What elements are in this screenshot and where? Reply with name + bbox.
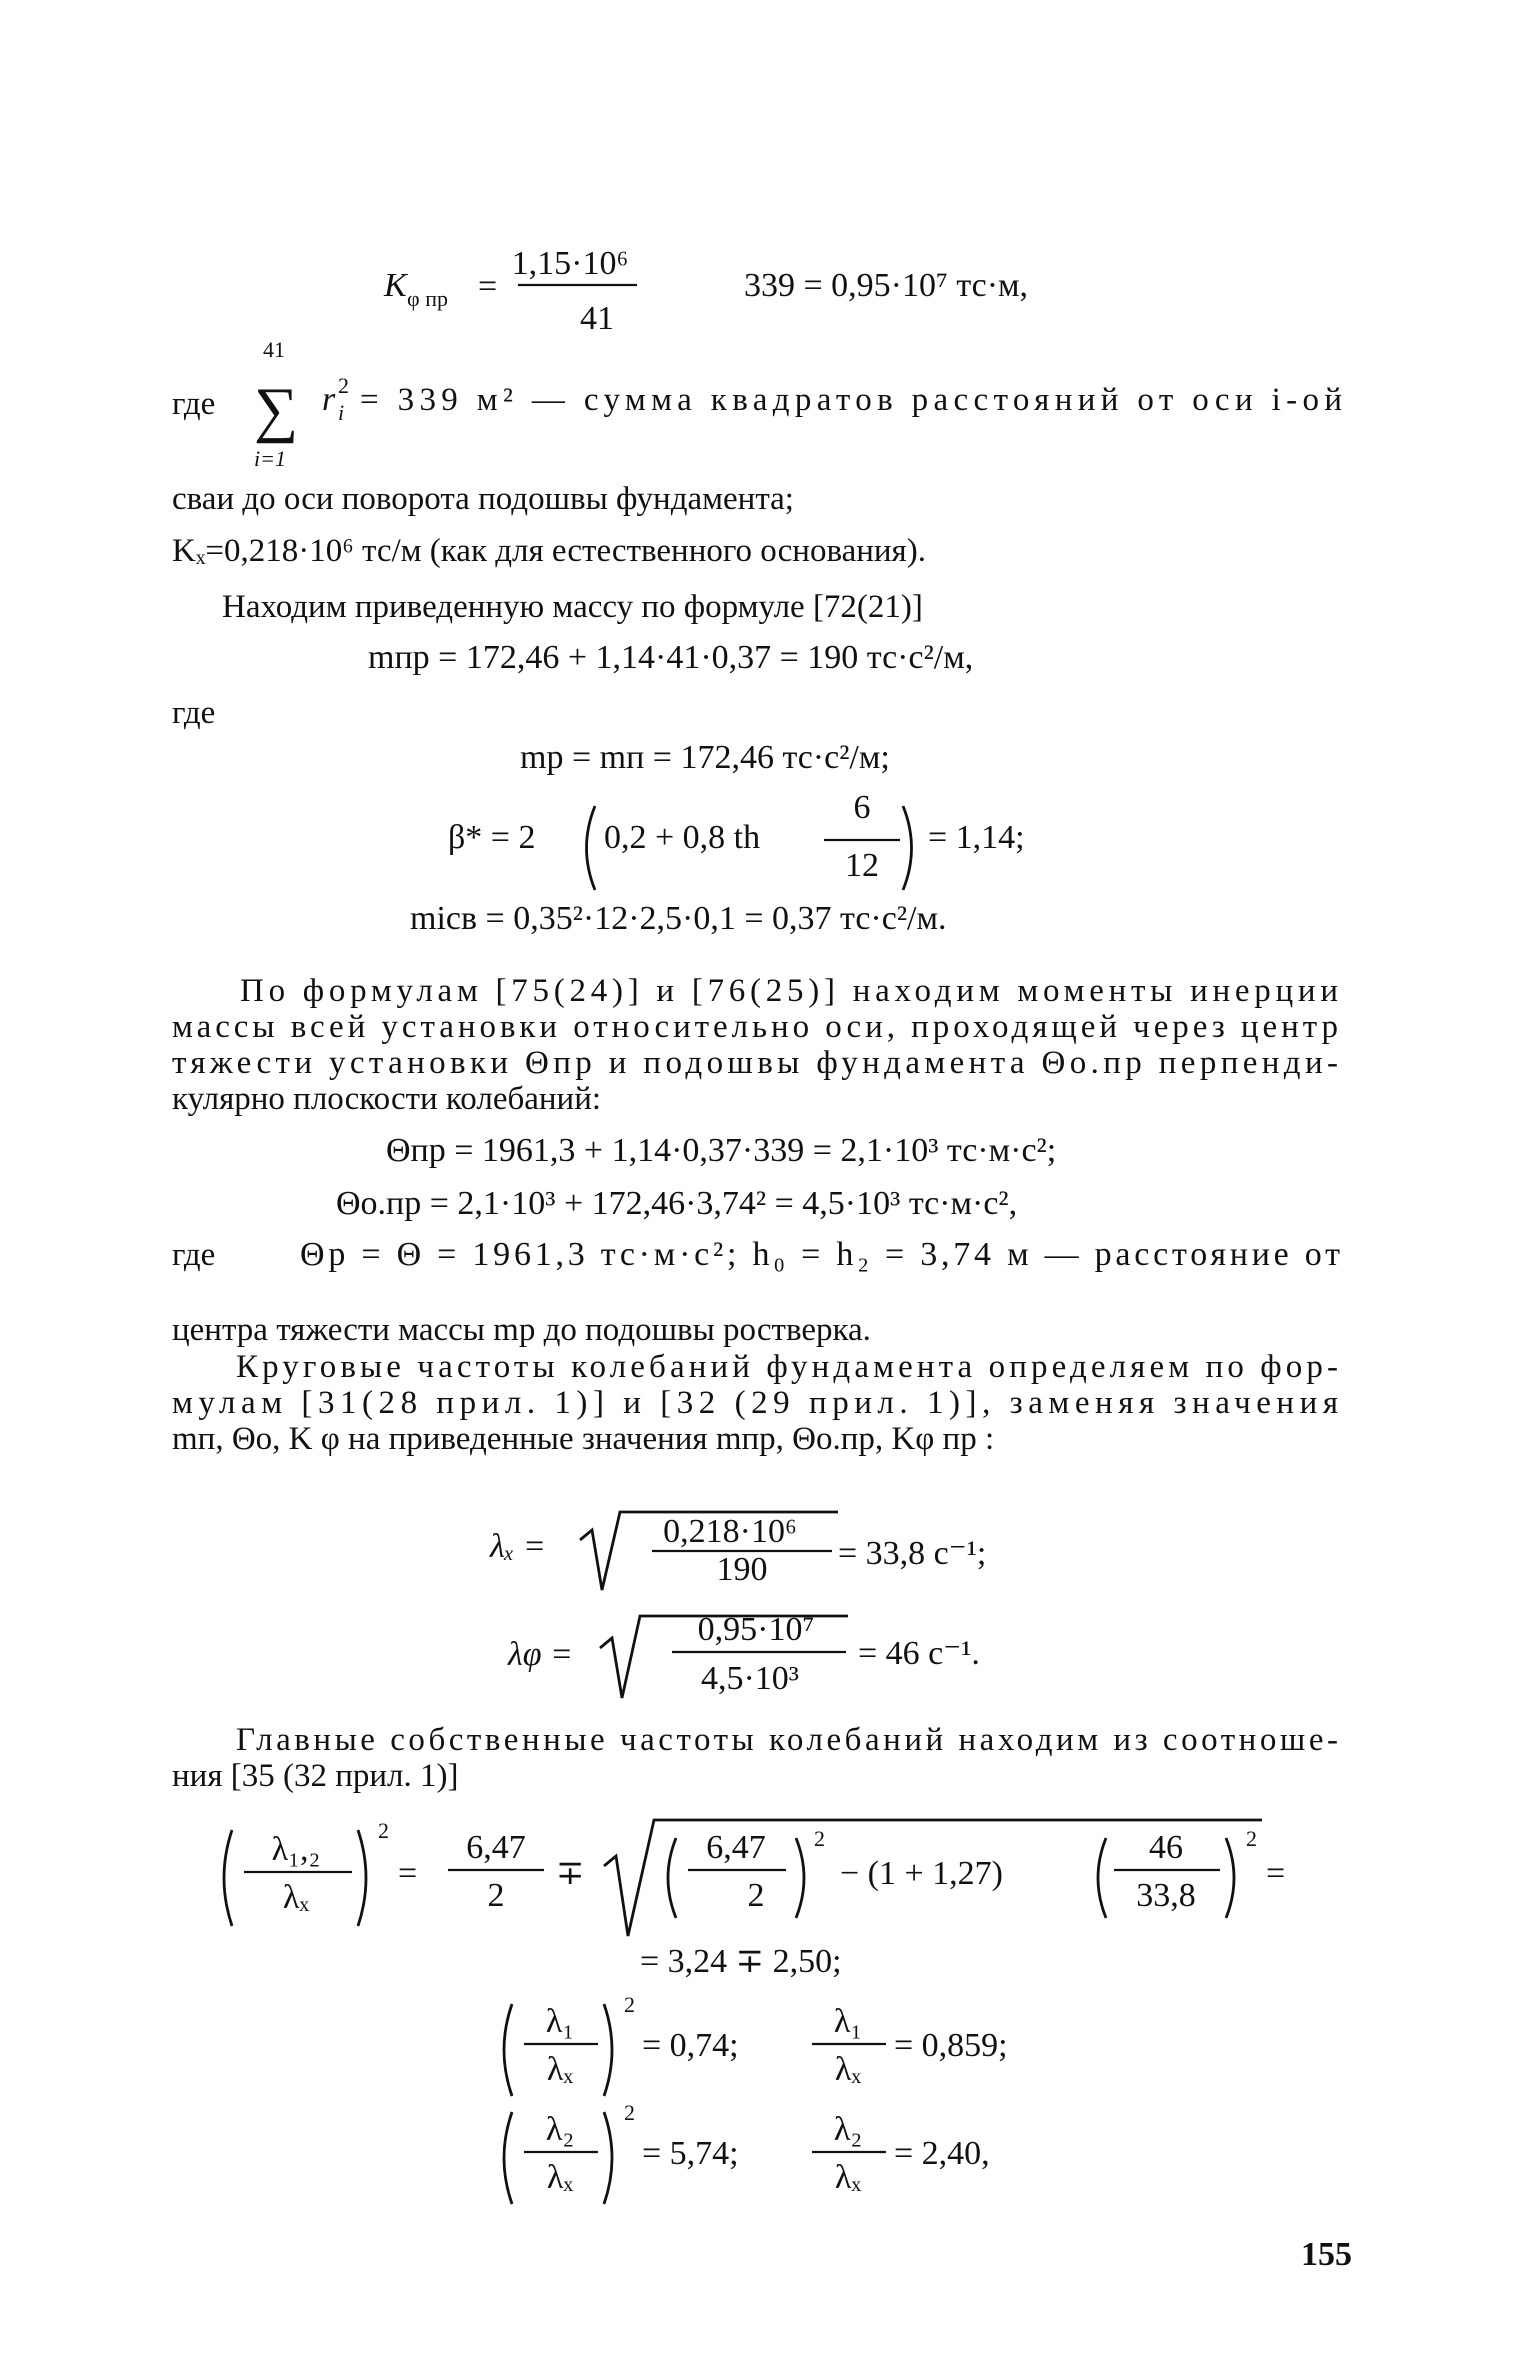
para4-line1: центра тяжести массы mр до подошвы ростверка. (172, 1312, 871, 1348)
eq13-a-num: λ₂ (545, 2111, 575, 2148)
para1-line1: сваи до оси поворота подошвы фундамента; (172, 481, 794, 517)
eq12-b-den: λₓ (834, 2051, 862, 2088)
para1-line2: Kₓ=0,218·10⁶ тс/м (как для естественного основания). (172, 533, 926, 569)
eq13-left-paren (504, 2112, 512, 2204)
eq12-a-val: = 0,74; (642, 2027, 739, 2064)
eq12-b-val: = 0,859; (894, 2027, 1008, 2064)
equation-k-phi-pr (383, 245, 1028, 337)
eq9-rest: = 46 с⁻¹. (858, 1635, 980, 1672)
para3-line4: кулярно плоскости колебаний: (172, 1081, 602, 1117)
equation-lambda-phi (507, 1611, 980, 1698)
eq12-left-paren (504, 2004, 512, 2096)
eq10-r2-num: 46 (1149, 1829, 1183, 1866)
where3-text: Θр = Θ = 1961,3 тс·м·с²; h₀ = h₂ = 3,74 м — расстояние от (300, 1236, 1340, 1273)
eq9-denominator: 4,5·10³ (700, 1660, 800, 1697)
para5-line2: ния [35 (32 прил. 1)] (172, 1758, 459, 1794)
eq1-denominator: 41 (580, 300, 614, 337)
eq10-l-den: λₓ (282, 1879, 310, 1916)
eq13-a-val: = 5,74; (642, 2135, 739, 2172)
where-sum-line (172, 337, 1342, 471)
eq10-r2-den: 33,8 (1136, 1877, 1196, 1914)
eq4-lhs: β* = 2 (448, 819, 536, 856)
para3-line2: массы всей установки относительно оси, проходящей через центр (172, 1009, 1339, 1045)
sum-expression-sub: i (338, 400, 345, 425)
eq10-sq-3: 2 (1246, 1826, 1257, 1851)
eq10-right-paren-2 (796, 1838, 804, 1918)
eq1-rest: 339 = 0,95·10⁷ тс·м, (744, 267, 1029, 304)
eq4-numerator: 6 (853, 789, 871, 826)
eq10-left-paren-2 (668, 1838, 676, 1918)
eq4-left-paren (587, 806, 596, 890)
eq10-mid: − (1 + 1,27) (840, 1855, 1003, 1892)
sum-expression-sup: 2 (338, 373, 349, 398)
eq9-numerator: 0,95·10⁷ (697, 1611, 815, 1648)
equation-theta-o-pr: Θо.пр = 2,1·10³ + 172,46·3,74² = 4,5·10³ тс·м·с², (336, 1185, 1018, 1222)
eq1-equals: = (478, 268, 498, 305)
page-number: 155 (1301, 2236, 1352, 2273)
para4-line3: мулам [31(28 прил. 1)] и [32 (29 прил. 1)], заменяя значения (172, 1385, 1338, 1421)
where1-word: где (172, 386, 216, 422)
para3-line1: По формулам [75(24)] и [76(25)] находим моменты инерции (240, 973, 1339, 1009)
sum-upper-limit: 41 (263, 337, 285, 362)
equation-result-1: = 3,24 ∓ 2,50; (640, 1943, 842, 1980)
eq13-right-paren (604, 2112, 612, 2204)
eq12-a-num: λ₁ (545, 2003, 575, 2040)
eq4-inner: 0,2 + 0,8 th (604, 819, 761, 856)
eq10-r1-den: 2 (747, 1877, 765, 1914)
eq10-m-num: 6,47 (466, 1829, 526, 1866)
equation-beta (448, 789, 1025, 890)
eq8-rest: = 33,8 с⁻¹; (838, 1535, 987, 1572)
eq10-left-paren-1 (224, 1830, 232, 1926)
eq8-denominator: 190 (716, 1551, 768, 1588)
para3-line3: тяжести установки Θпр и подошвы фундамента Θо.пр перпенди- (172, 1045, 1339, 1081)
equation-m-pr: mпр = 172,46 + 1,14·41·0,37 = 190 тс·с²/м, (368, 639, 974, 676)
eq8-lhs: λₓ = (490, 1528, 546, 1565)
eq10-l-num: λ₁,₂ (271, 1831, 321, 1868)
eq10-r1-num: 6,47 (706, 1829, 766, 1866)
eq13-b-val: = 2,40, (894, 2135, 990, 2172)
eq13-sq: 2 (624, 2100, 635, 2125)
sum-description: = 339 м² — сумма квадратов расстояний от оси i-ой (360, 382, 1342, 418)
para4-line4: mп, Θо, K φ на приведенные значения mпр, Θо.пр, Kφ пр : (172, 1421, 995, 1457)
sum-lower-limit: i=1 (254, 446, 286, 471)
eq9-lhs: λφ = (508, 1636, 573, 1673)
equation-m-p: mр = mп = 172,46 тс·с²/м; (520, 739, 890, 776)
eq1-lhs: K (384, 267, 407, 304)
para4-line2: Круговые частоты колебаний фундамента определяем по фор- (236, 1349, 1338, 1385)
para2-line1: Находим приведенную массу по формуле [72(21)] (222, 589, 923, 625)
sum-sign: ∑ (254, 376, 299, 444)
eq4-rest: = 1,14; (928, 819, 1025, 856)
eq10-right-paren-3 (1226, 1838, 1234, 1918)
eq10-sq-1: 2 (378, 1818, 389, 1843)
eq4-denominator: 12 (845, 847, 879, 884)
eq12-right-paren (604, 2004, 612, 2096)
eq13-b-num: λ₂ (833, 2111, 863, 2148)
eq13-a-den: λₓ (546, 2159, 574, 2196)
eq10-right-paren-1 (358, 1830, 366, 1926)
equation-lambda1-ratio (504, 1992, 1008, 2096)
where2-word: где (172, 695, 216, 731)
equation-theta-pr: Θпр = 1961,3 + 1,14·0,37·339 = 2,1·10³ тс·м·с²; (386, 1132, 1057, 1169)
sum-expression: r (322, 381, 336, 418)
eq10-left-paren-3 (1098, 1838, 1106, 1918)
eq12-b-num: λ₁ (833, 2003, 863, 2040)
eq10-eq: = (398, 1855, 418, 1892)
para5-line1: Главные собственные частоты колебаний находим из соотноше- (236, 1722, 1338, 1758)
equation-m-icv: miсв = 0,35²·12·2,5·0,1 = 0,37 тс·с²/м. (410, 900, 947, 937)
eq12-sq: 2 (624, 1992, 635, 2017)
eq1-numerator: 1,15·10⁶ (511, 245, 629, 282)
eq8-numerator: 0,218·10⁶ (663, 1513, 797, 1550)
where3-word: где (172, 1237, 216, 1273)
equation-eigenfrequencies (224, 1818, 1285, 1936)
eq4-right-paren (903, 806, 912, 890)
eq10-mp: ∓ (556, 1855, 585, 1892)
eq10-sq-2: 2 (814, 1826, 825, 1851)
eq12-a-den: λₓ (546, 2051, 574, 2088)
equation-lambda-x (489, 1512, 986, 1590)
eq13-b-den: λₓ (834, 2159, 862, 2196)
eq1-lhs-sub: φ пр (407, 286, 448, 311)
eq10-tail: = (1266, 1855, 1286, 1892)
equation-lambda2-ratio (504, 2100, 990, 2204)
eq10-m-den: 2 (487, 1877, 505, 1914)
